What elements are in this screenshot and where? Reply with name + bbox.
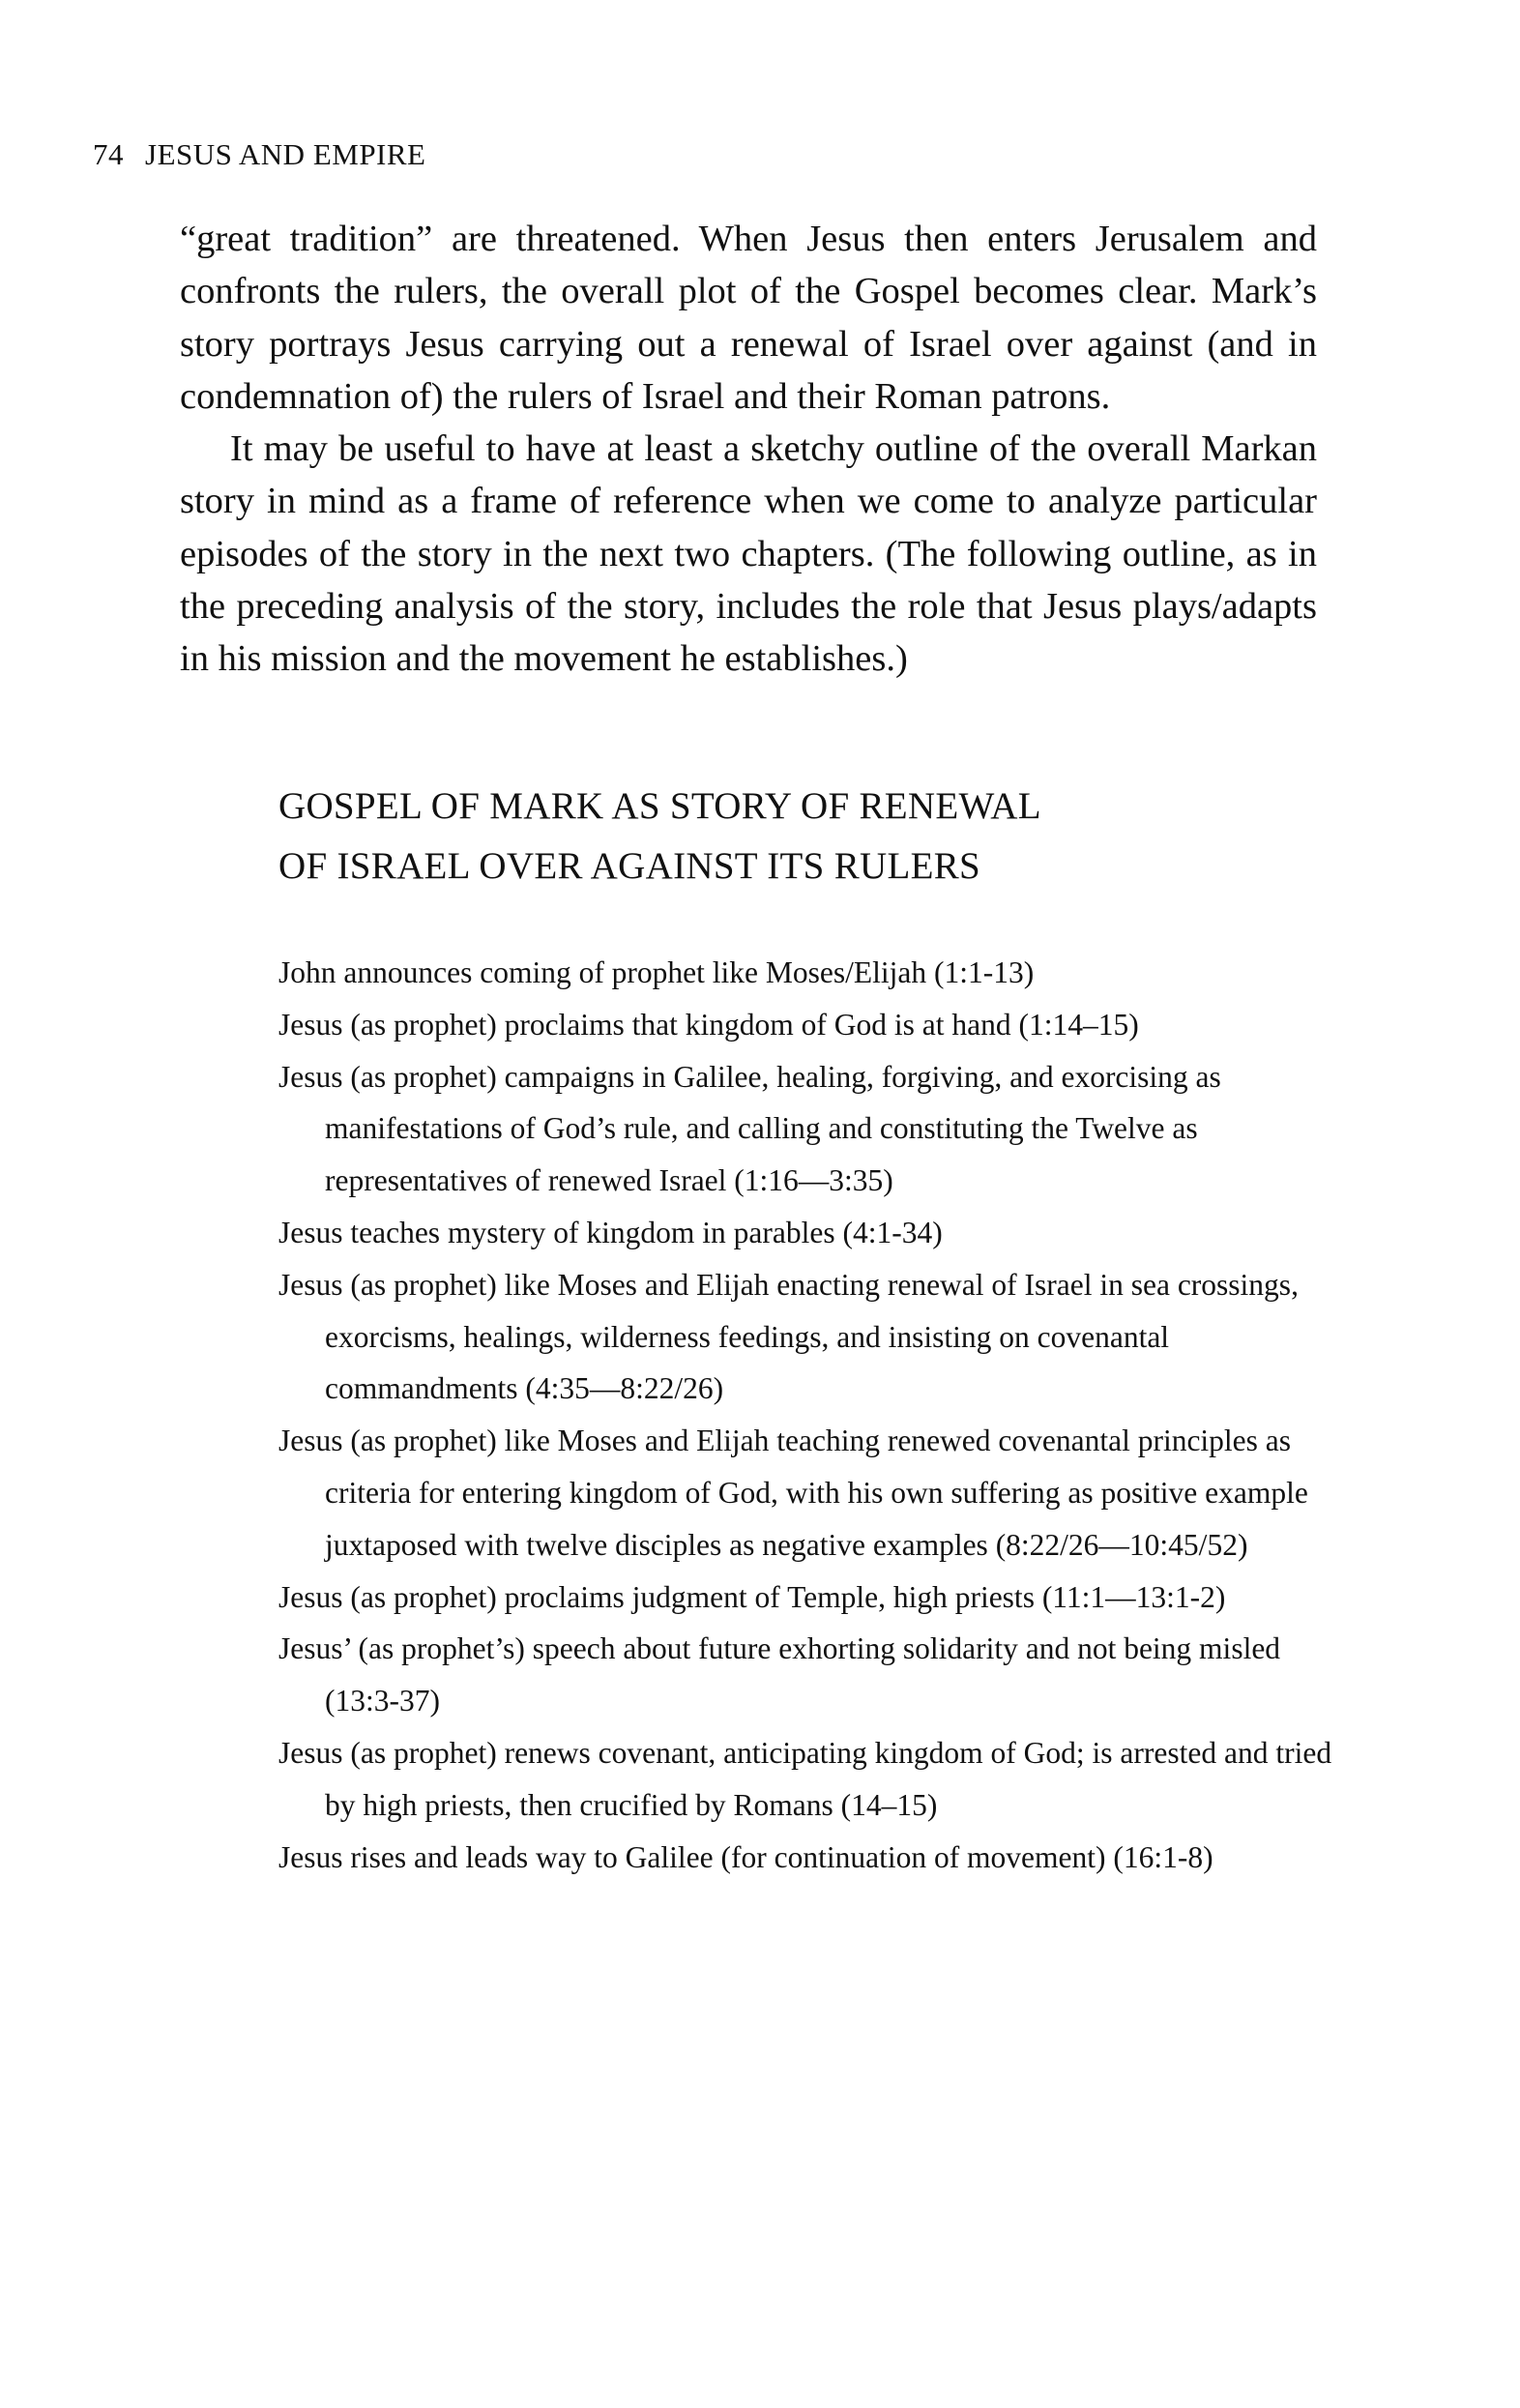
outline-title-line: GOSPEL OF MARK AS STORY OF RENEWAL <box>278 785 1041 827</box>
outline-list <box>278 947 1332 1883</box>
body-paragraph: It may be useful to have at least a sketchy outline of the overall Markan story in mind as a frame of reference when we come to analyze particular episodes of the story in the next two chapters. (The following outline, as in the preceding analysis of the story, includes the role that Jesus plays/adapts in his mission and the movement he establishes.) <box>180 428 1317 680</box>
body-paragraph: “great tradition” are threatened. When Jesus then enters Jerusalem and confronts the rulers, the overall plot of the Gospel becomes clear. Mark’s story portrays Jesus carrying out a renewal of Israel over against (and in condemnation of) the rulers of Israel and their Roman patrons. <box>180 219 1317 417</box>
outline-title-line: OF ISRAEL OVER AGAINST ITS RULERS <box>278 845 981 887</box>
outline-item: Jesus (as prophet) proclaims judgment of Temple, high priests (11:1—13:1-2) <box>278 1579 1226 1614</box>
outline-item: Jesus (as prophet) campaigns in Galilee, healing, forgiving, and exorcising as manifestations of God’s rule, and calling and constituting the Twelve as representatives of renewed Israel (1:16—3:35) <box>278 1059 1221 1198</box>
running-head <box>93 135 426 174</box>
outline-section <box>278 777 1332 1874</box>
outline-item: Jesus (as prophet) like Moses and Elijah enacting renewal of Israel in sea crossings, exorcisms, healings, wilderness feedings, and insisting on covenantal commandments (4:35—8:22/26) <box>278 1267 1299 1406</box>
body-text <box>180 213 1317 686</box>
outline-item: John announces coming of prophet like Moses/Elijah (1:1-13) <box>278 955 1035 989</box>
outline-item: Jesus (as prophet) proclaims that kingdom of God is at hand (1:14–15) <box>278 1007 1139 1042</box>
running-title: JESUS AND EMPIRE <box>145 137 426 171</box>
outline-title <box>278 777 1332 896</box>
outline-item: Jesus teaches mystery of kingdom in parables (4:1-34) <box>278 1215 943 1249</box>
outline-item: Jesus rises and leads way to Galilee (for continuation of movement) (16:1-8) <box>278 1839 1213 1874</box>
outline-item: Jesus (as prophet) renews covenant, anticipating kingdom of God; is arrested and tried by high priests, then crucified by Romans (14–15) <box>278 1735 1332 1822</box>
outline-item: Jesus’ (as prophet’s) speech about future exhorting solidarity and not being misled (13:3-37) <box>278 1631 1281 1718</box>
outline-item: Jesus (as prophet) like Moses and Elijah teaching renewed covenantal principles as criteria for entering kingdom of God, with his own suffering as positive example juxtaposed with twelve disciples as negative examples (8:22/26—10:45/52) <box>278 1424 1308 1562</box>
page-number: 74 <box>93 137 124 171</box>
